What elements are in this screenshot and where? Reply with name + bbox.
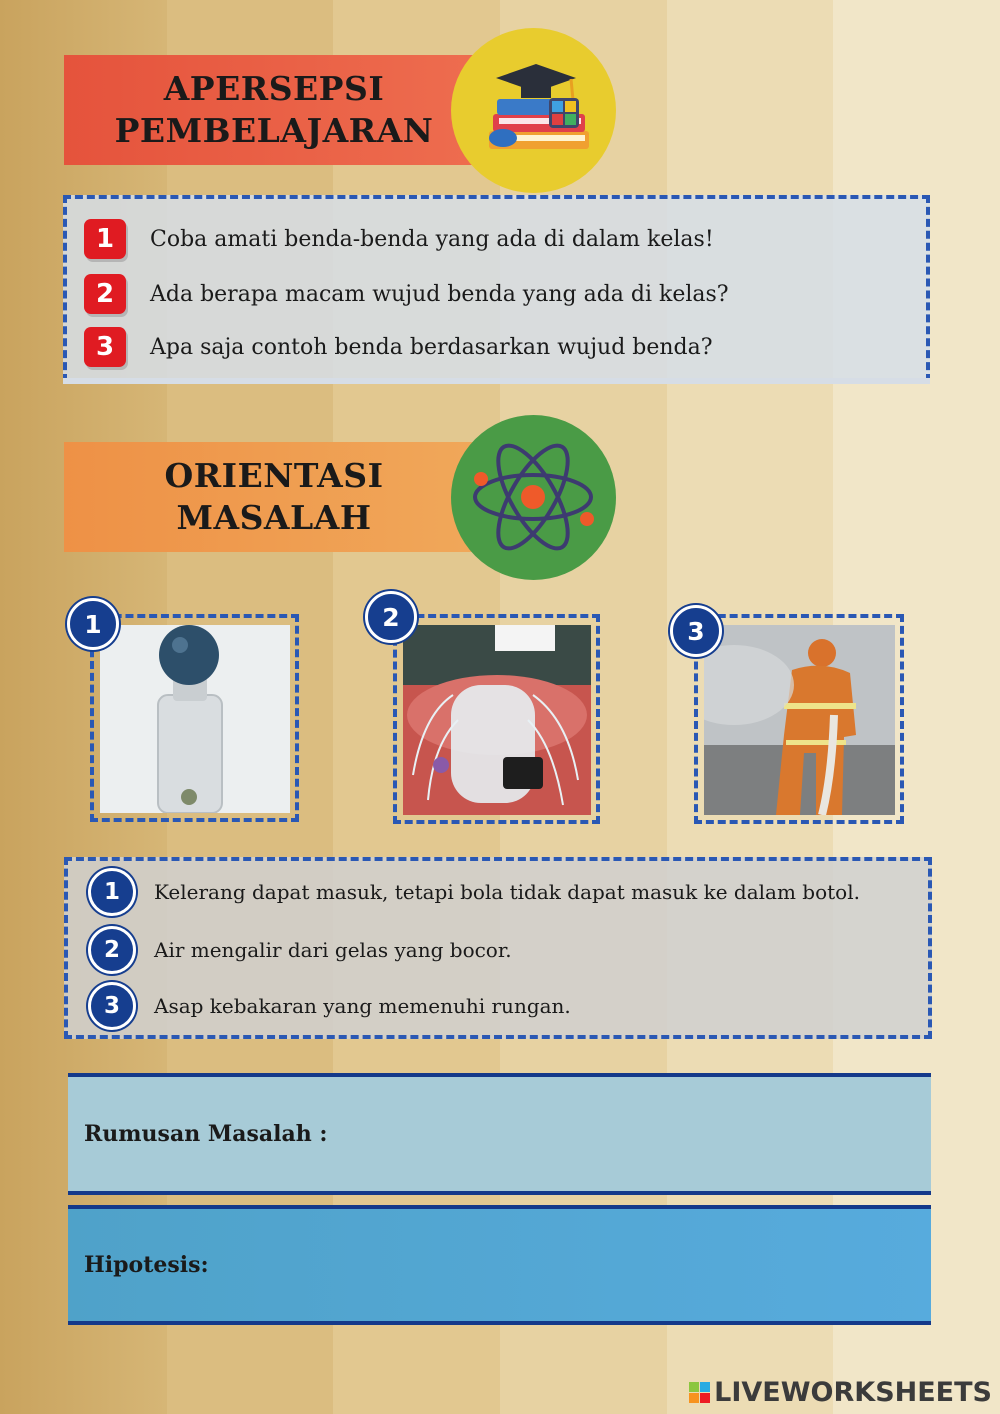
apersepsi-banner — [64, 55, 484, 165]
observation-text: Asap kebakaran yang memenuhi rungan. — [154, 994, 571, 1018]
photo-number-badge: 2 — [365, 591, 417, 643]
apersepsi-title-line1: APERSEPSI — [163, 69, 385, 108]
observation-number-badge: 2 — [88, 926, 136, 974]
question-text: Apa saja contoh benda berdasarkan wujud benda? — [150, 334, 713, 360]
brand-text: LIVEWORKSHEETS — [714, 1377, 992, 1408]
firefighter-smoke-photo — [704, 625, 895, 815]
bottle-with-ball-photo — [100, 625, 290, 813]
question-item — [84, 272, 729, 316]
hipotesis-panel[interactable] — [68, 1205, 931, 1325]
hipotesis-label: Hipotesis: — [84, 1252, 209, 1278]
observation-item — [88, 927, 512, 973]
question-number-badge: 1 — [84, 219, 126, 259]
atom-icon — [451, 415, 616, 580]
photo-number-badge: 3 — [670, 605, 722, 657]
observation-text: Air mengalir dari gelas yang bocor. — [154, 938, 512, 962]
observation-number-badge: 1 — [88, 868, 136, 916]
leaking-bottle-photo — [403, 625, 591, 815]
question-item — [84, 325, 713, 369]
observation-item — [88, 983, 571, 1029]
orientasi-title-line2: MASALAH — [176, 498, 372, 537]
rumusan-masalah-label: Rumusan Masalah : — [84, 1121, 328, 1147]
graduation-books-icon — [451, 28, 616, 193]
observation-item — [88, 869, 860, 915]
question-text: Coba amati benda-benda yang ada di dalam kelas! — [150, 226, 714, 252]
orientasi-banner — [64, 442, 484, 552]
rumusan-masalah-panel[interactable] — [68, 1073, 931, 1195]
question-number-badge: 3 — [84, 327, 126, 367]
orientasi-title-line1: ORIENTASI — [164, 456, 384, 495]
liveworksheets-logo — [689, 1377, 992, 1408]
observation-number-badge: 3 — [88, 982, 136, 1030]
question-text: Ada berapa macam wujud benda yang ada di kelas? — [150, 281, 729, 307]
question-number-badge: 2 — [84, 274, 126, 314]
question-item — [84, 217, 714, 261]
question-box-bottom-edge — [63, 378, 930, 384]
photo-number-badge: 1 — [67, 598, 119, 650]
observation-text: Kelerang dapat masuk, tetapi bola tidak dapat masuk ke dalam botol. — [154, 880, 860, 904]
apersepsi-title-line2: PEMBELAJARAN — [114, 111, 434, 150]
liveworksheets-mark-icon — [689, 1382, 710, 1403]
